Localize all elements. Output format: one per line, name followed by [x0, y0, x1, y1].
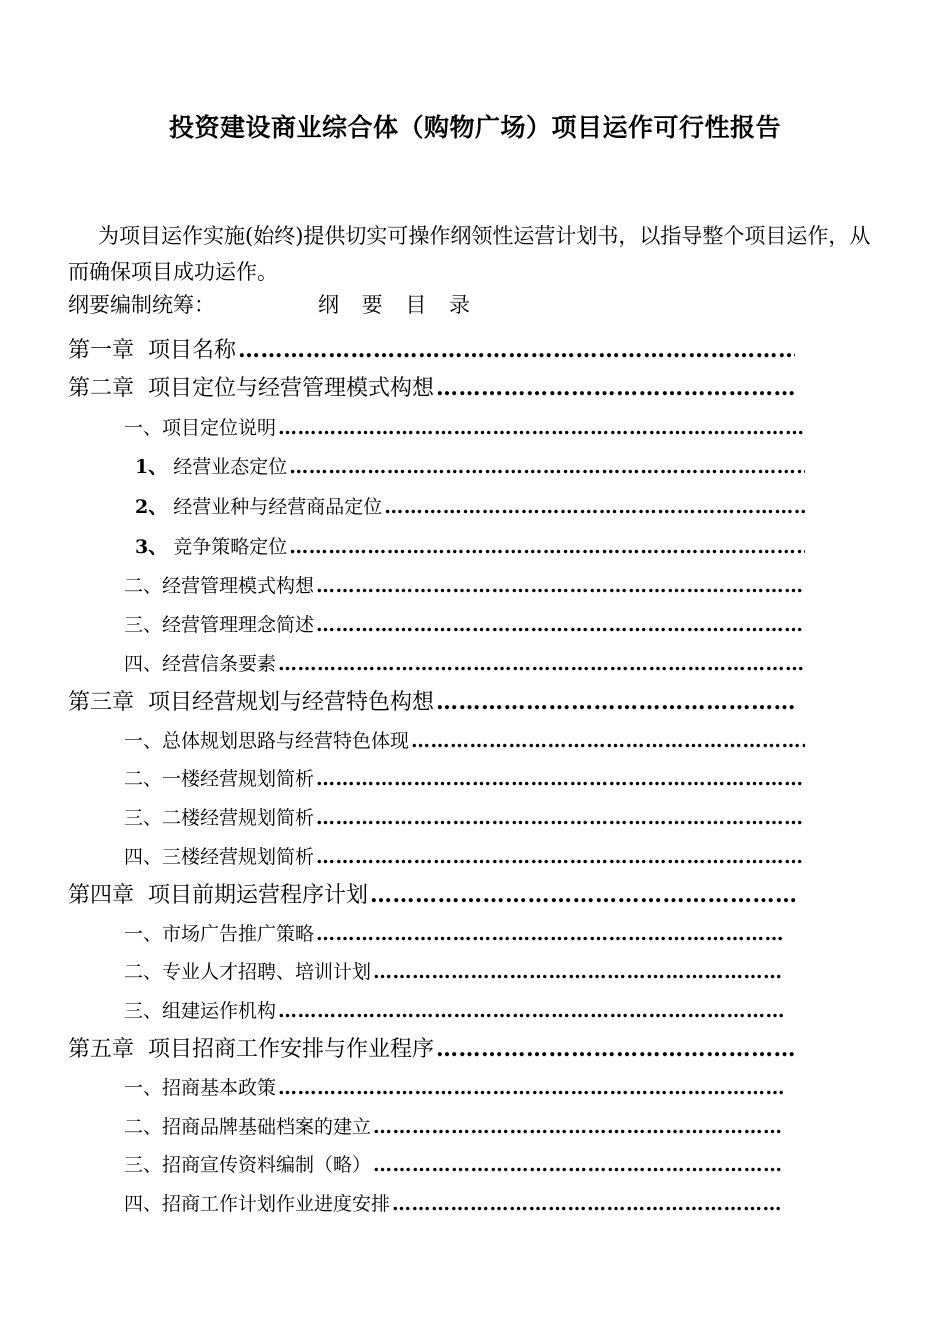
dot-leader: [278, 1077, 783, 1099]
toc-entry-title: 组建运作机构: [162, 1000, 277, 1022]
toc-entry-title: 招商工作计划作业进度安排: [162, 1193, 391, 1215]
toc-section-entry[interactable]: [124, 649, 805, 676]
toc-entry-number: 四、: [124, 1193, 163, 1215]
toc-entry-number: 第二章: [68, 376, 135, 401]
toc-entry-title: 项目定位说明: [162, 417, 277, 439]
toc-entry-title: 项目经营规划与经营特色构想: [148, 690, 435, 715]
toc-entry-title: 招商品牌基础档案的建立: [162, 1116, 372, 1138]
dot-leader: [436, 375, 795, 401]
toc-entry-title: 经营信条要素: [162, 653, 277, 675]
toc-entry-number: 3、: [135, 536, 168, 558]
toc-entry-number: 二、: [124, 768, 163, 790]
dot-leader: [289, 536, 805, 558]
dot-leader: [436, 689, 795, 715]
dot-leader: [278, 417, 805, 439]
toc-chapter-entry[interactable]: [68, 685, 795, 716]
toc-section-entry[interactable]: [135, 532, 805, 559]
dot-leader: [316, 614, 805, 636]
dot-leader: [384, 496, 805, 518]
dot-leader: [436, 1036, 795, 1062]
dot-leader: [238, 337, 795, 363]
intro-paragraph: 为项目运作实施(始终)提供切实可操作纲领性运营计划书，以指导整个项目运作，从而确保项目成功运作。: [68, 224, 871, 284]
toc-entry-number: 三、: [124, 1000, 163, 1022]
toc-section-entry[interactable]: [124, 1189, 783, 1216]
toc-entry-number: 四、: [124, 846, 163, 868]
toc-entry-number: 一、: [124, 923, 163, 945]
outline-header: [68, 290, 478, 320]
dot-leader: [316, 923, 783, 945]
toc-entry-title: 二楼经营规划简析: [162, 807, 315, 829]
toc-entry-title: 专业人才招聘、培训计划: [162, 961, 372, 983]
toc-entry-number: 2、: [135, 496, 168, 518]
toc-entry-number: 二、: [124, 961, 163, 983]
toc-entry-number: 三、: [124, 807, 163, 829]
dot-leader: [316, 768, 805, 790]
toc-chapter-entry[interactable]: [68, 878, 795, 909]
toc-chapter-entry[interactable]: [68, 371, 795, 402]
toc-entry-title: 招商宣传资料编制（略）: [162, 1154, 372, 1176]
toc-entry-number: 一、: [124, 730, 163, 752]
toc-entry-title: 项目前期运营程序计划: [148, 883, 369, 908]
toc-entry-number: 三、: [124, 614, 163, 636]
toc-section-entry[interactable]: [124, 842, 805, 869]
toc-entry-title: 市场广告推广策略: [162, 923, 315, 945]
document-title: 投资建设商业综合体（购物广场）项目运作可行性报告: [168, 113, 781, 142]
dot-leader: [316, 807, 805, 829]
toc-entry-title: 项目招商工作安排与作业程序: [148, 1037, 435, 1062]
toc-entry-title: 三楼经营规划简析: [162, 846, 315, 868]
toc-section-entry[interactable]: [124, 1073, 783, 1100]
toc-entry-number: 四、: [124, 653, 163, 675]
toc-entry-number: 二、: [124, 1116, 163, 1138]
toc-section-entry[interactable]: [124, 803, 805, 830]
toc-title: 纲 要 目 录: [318, 293, 479, 317]
toc-section-entry[interactable]: [124, 571, 805, 598]
toc-entry-title: 项目定位与经营管理模式构想: [148, 376, 435, 401]
toc-entry-title: 项目名称: [148, 338, 237, 363]
dot-leader: [373, 961, 783, 983]
toc-section-entry[interactable]: [124, 1150, 783, 1177]
toc-entry-title: 经营管理模式构想: [162, 575, 315, 597]
toc-entry-number: 二、: [124, 575, 163, 597]
toc-section-entry[interactable]: [124, 764, 805, 791]
toc-entry-title: 经营业种与经营商品定位: [173, 496, 383, 518]
toc-section-entry[interactable]: [124, 413, 805, 440]
toc-entry-number: 第三章: [68, 690, 135, 715]
toc-entry-number: 第一章: [68, 338, 135, 363]
toc-entry-title: 总体规划思路与经营特色体现: [162, 730, 410, 752]
toc-entry-number: 一、: [124, 1077, 163, 1099]
toc-entry-number: 三、: [124, 1154, 163, 1176]
dot-leader: [316, 575, 805, 597]
dot-leader: [278, 1000, 783, 1022]
dot-leader: [411, 730, 805, 752]
toc-entry-title: 竞争策略定位: [173, 536, 288, 558]
toc-section-entry[interactable]: [124, 957, 783, 984]
toc-entry-number: 第四章: [68, 883, 135, 908]
toc-section-entry[interactable]: [124, 1112, 783, 1139]
toc-entry-title: 一楼经营规划简析: [162, 768, 315, 790]
dot-leader: [373, 1154, 783, 1176]
dot-leader: [373, 1116, 783, 1138]
toc-entry-title: 经营管理理念简述: [162, 614, 315, 636]
dot-leader: [370, 882, 795, 908]
toc-section-entry[interactable]: [124, 610, 805, 637]
toc-entry-title: 招商基本政策: [162, 1077, 277, 1099]
toc-section-entry[interactable]: [135, 452, 805, 479]
toc-entry-number: 1、: [135, 456, 168, 478]
dot-leader: [392, 1193, 783, 1215]
toc-section-entry[interactable]: [135, 492, 805, 519]
outline-label: 纲要编制统筹：: [68, 293, 215, 317]
toc-chapter-entry[interactable]: [68, 333, 795, 364]
dot-leader: [316, 846, 805, 868]
toc-section-entry[interactable]: [124, 726, 805, 753]
toc-chapter-entry[interactable]: [68, 1032, 795, 1063]
toc-section-entry[interactable]: [124, 996, 783, 1023]
toc-entry-number: 一、: [124, 417, 163, 439]
dot-leader: [278, 653, 805, 675]
toc-section-entry[interactable]: [124, 919, 783, 946]
dot-leader: [289, 456, 805, 478]
toc-entry-number: 第五章: [68, 1037, 135, 1062]
toc-entry-title: 经营业态定位: [173, 456, 288, 478]
